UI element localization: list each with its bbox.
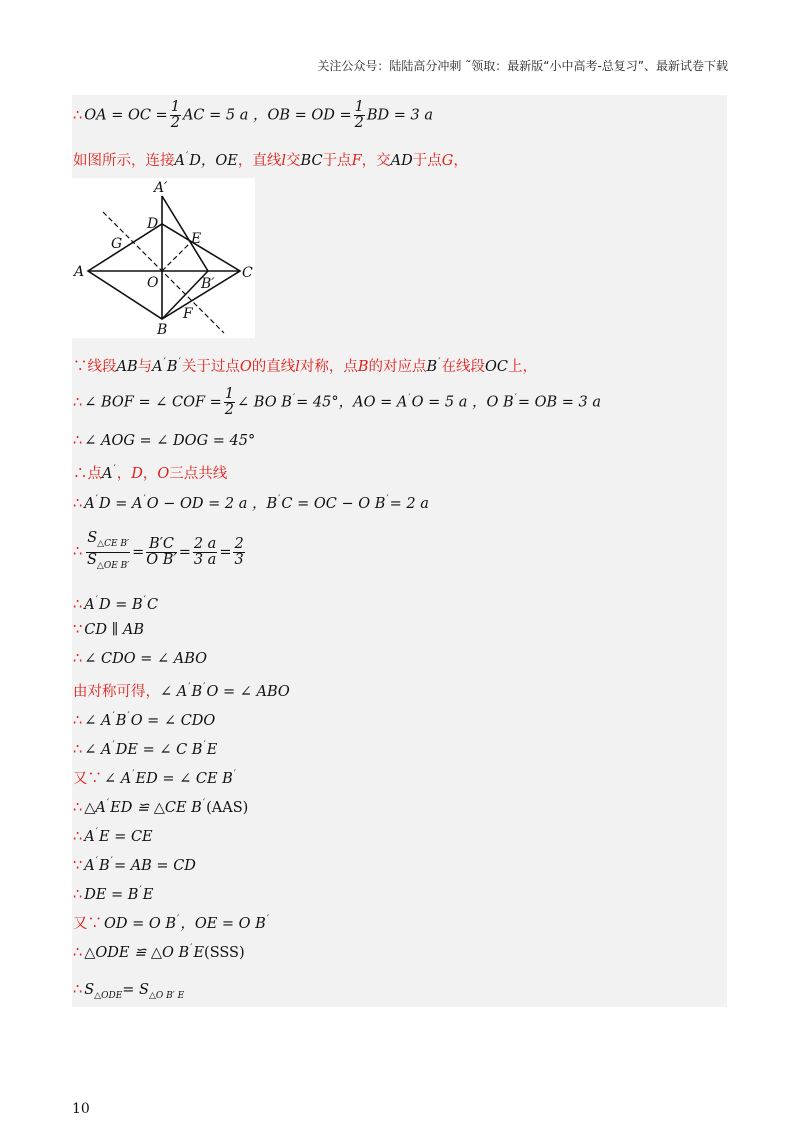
solution-line-8: ∴ $\frac{S_{\triangle CE B'}}{S_{\triangle OE B'}}$ = $\frac{B'C}{\text{O B′}}$ = $\frac{2 a}{3 a}$ = $\frac{2}{3}$ [73, 531, 247, 574]
solution-line-11: ∴ ∠ CDO = ∠ ABO [73, 651, 208, 667]
label-a-prime: A′ [154, 180, 168, 196]
label-f: F [183, 306, 193, 322]
geometry-figure [72, 178, 255, 338]
label-d: D [147, 216, 159, 232]
solution-line-19: ∴ DE = B′E [73, 885, 154, 903]
solution-line-12: 由对称可得，∠ A′B′O = ∠ ABO [73, 682, 290, 700]
solution-line-6: ∴点A′，D，O三点共线 [73, 464, 228, 482]
label-o: O [147, 275, 159, 291]
solution-line-16: ∴ △A′ED ≌ △CE B′(AAS) [73, 798, 249, 816]
label-b: B [157, 322, 168, 338]
solution-line-13: ∴ ∠ A′B′O = ∠ CDO [73, 711, 216, 729]
solution-line-5: ∴ ∠ AOG = ∠ DOG = 45° [73, 433, 256, 449]
solution-line-22: ∴ $S_{\triangle ODE}= S_{\triangle O B' E}$ [73, 982, 185, 1001]
solution-line-2: 如图所示，连接A′D，OE，直线l交BC于点F，交AD于点G， [73, 151, 468, 169]
label-g: G [111, 236, 123, 252]
solution-line-17: ∴ A′E = CE [73, 827, 153, 845]
solution-line-10: ∵ CD ∥ AB [73, 622, 144, 638]
dashed-oe [162, 244, 189, 271]
page-number: 10 [72, 1101, 90, 1117]
solution-line-9: ∴ A′D = B′C [73, 595, 159, 613]
solution-line-3: ∵线段AB与A′B′关于过点O的直线l对称，点B的对应点B′在线段OC上， [73, 357, 537, 375]
solution-line-7: ∴ A′D = A′O − OD = 2 a ，B′C = OC − O B′= 2 a [73, 494, 429, 512]
solution-line-1: ∴ OA = OC = $\frac{1}{2}$ AC = 5 a ，OB = OD = $\frac{1}{2}$ BD = 3 a [73, 99, 434, 131]
label-c: C [242, 265, 253, 281]
solution-line-21: ∴ △ODE ≌ △O B′E(SSS) [73, 943, 245, 961]
fraction-half-2: $\frac{1}{2}$ [354, 99, 364, 131]
solution-line-15: 又∵ ∠ A′ED = ∠ CE B′ [73, 769, 237, 787]
solution-line-4: ∴ ∠ BOF = ∠ COF = $\frac{1}{2}$ ∠ BO B′= 45°，AO = A′O = 5 a ，O B′= OB = 3 a [73, 386, 602, 418]
solution-line-18: ∵ A′B′= AB = CD [73, 856, 196, 874]
page-header: 关注公众号：陆陆高分冲刺 ˜领取：最新版“小中高考-总复习”、最新试卷下载 [317, 59, 728, 73]
solution-line-14: ∴ ∠ A′DE = ∠ C B′E [73, 740, 218, 758]
label-e: E [191, 231, 202, 247]
label-a: A [74, 264, 85, 280]
fraction-half: $\frac{1}{2}$ [170, 99, 180, 131]
solution-line-20: 又∵ OD = O B′，OE = O B′ [73, 914, 270, 932]
label-b-prime: B′ [201, 276, 215, 292]
fraction-area-ratio: $\frac{S_{\triangle CE B'}}{S_{\triangle OE B'}}$ [86, 530, 130, 571]
